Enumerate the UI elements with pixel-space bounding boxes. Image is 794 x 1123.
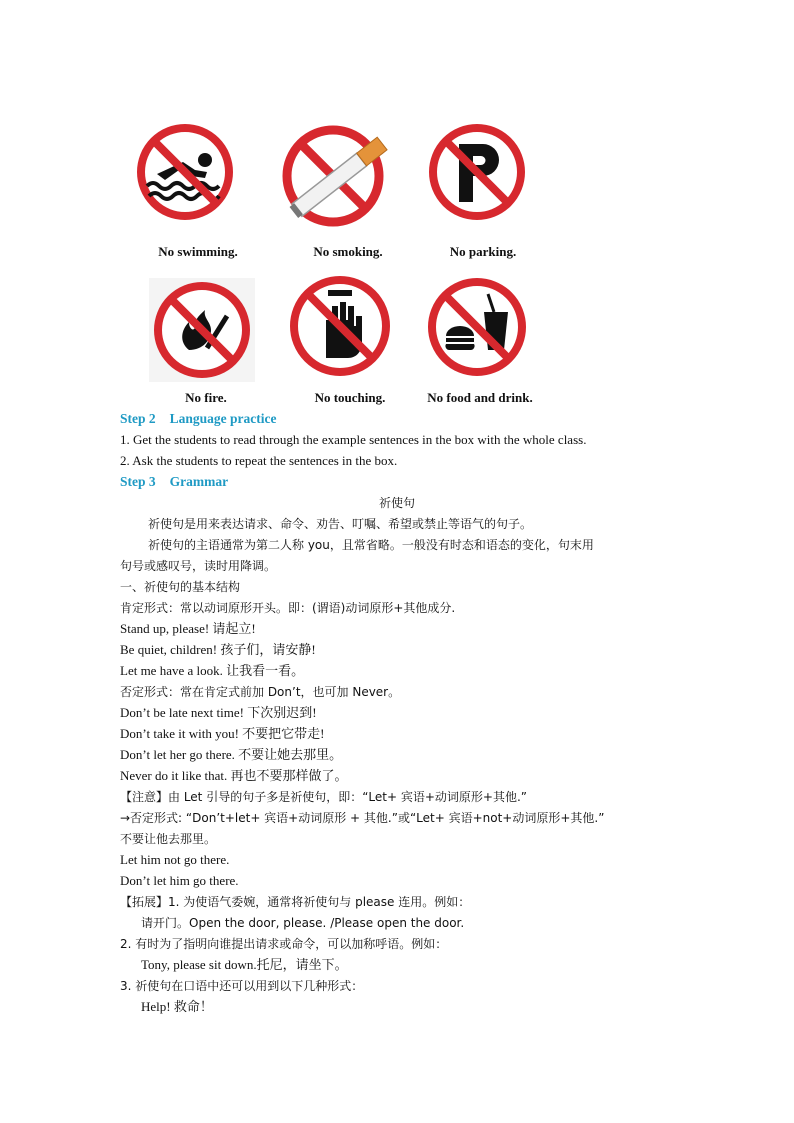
rule-text: 肯定形式：常以动词原形开头。即：(谓语)动词原形+其他成分.: [120, 601, 456, 615]
rule-text: 否定形式：常在肯定式前加 Don’t，也可加 Never。: [120, 685, 401, 699]
example-line: 请开门。Open the door, please. /Please open the door.: [141, 916, 465, 930]
example-line: Don’t let him go there.: [120, 873, 239, 888]
extension-text: 2. 有时为了指明向谁提出请求或命令，可以加称呼语。例如：: [120, 937, 448, 951]
paragraph: 祈使句是用来表达请求、命令、劝告、叮嘱、希望或禁止等语气的句子。: [148, 517, 533, 531]
no-smoking-icon: [278, 118, 396, 228]
note-text: 不要让他去那里。: [120, 832, 217, 846]
example-line: Tony, please sit down.托尼，请坐下。: [141, 957, 348, 972]
sign-caption: No swimming.: [158, 244, 238, 259]
step-title: Language practice: [169, 411, 277, 426]
no-touching-icon: [286, 272, 394, 380]
list-item: 2. Ask the students to repeat the sentences in the box.: [120, 453, 398, 468]
extension-text: 【拓展】1. 为使语气委婉，通常将祈使句与 please 连用。例如：: [120, 895, 471, 909]
no-food-and-drink-icon: [424, 274, 530, 380]
sign-caption: No smoking.: [313, 244, 383, 259]
subheading: 一、祈使句的基本结构: [120, 580, 241, 594]
step3-heading: [120, 473, 228, 491]
example-line: Don’t let her go there. 不要让她去那里。: [120, 747, 343, 762]
note-text: 【注意】由 Let 引导的句子多是祈使句，即：“Let+ 宾语+动词原形+其他.”: [120, 790, 527, 804]
list-item: 1. Get the students to read through the example sentences in the box with the whole class.: [120, 432, 587, 447]
note-text: →否定形式: “Don’t+let+ 宾语+动词原形 + 其他.”或“Let+ 宾语+not+动词原形+其他.”: [120, 811, 605, 825]
no-swimming-icon: [135, 122, 235, 222]
step2-heading: [120, 410, 277, 428]
example-line: Don’t take it with you! 不要把它带走!: [120, 726, 325, 741]
no-parking-icon: [427, 122, 527, 222]
sign-caption: No fire.: [185, 390, 227, 405]
step-label: Step 3: [120, 474, 156, 489]
section-title: 祈使句: [378, 496, 415, 510]
example-line: Let him not go there.: [120, 852, 230, 867]
example-line: Let me have a look. 让我看一看。: [120, 663, 305, 678]
extension-text: 3. 祈使句在口语中还可以用到以下几种形式：: [120, 979, 364, 993]
example-line: Stand up, please! 请起立!: [120, 621, 256, 636]
example-line: Help! 救命！: [141, 999, 213, 1014]
paragraph: 句号或感叹号，读时用降调。: [120, 559, 277, 573]
sign-caption: No parking.: [449, 244, 517, 259]
paragraph: 祈使句的主语通常为第二人称 you，且常省略。一般没有时态和语态的变化，句末用: [148, 538, 594, 552]
sign-caption: No touching.: [314, 390, 386, 405]
step-title: Grammar: [169, 474, 229, 489]
example-line: Never do it like that. 再也不要那样做了。: [120, 768, 348, 783]
no-fire-icon: [149, 278, 255, 382]
example-line: Don’t be late next time! 下次别迟到!: [120, 705, 317, 720]
sign-caption: No food and drink.: [427, 390, 533, 405]
example-line: Be quiet, children! 孩子们，请安静!: [120, 642, 316, 657]
step-label: Step 2: [120, 411, 156, 426]
